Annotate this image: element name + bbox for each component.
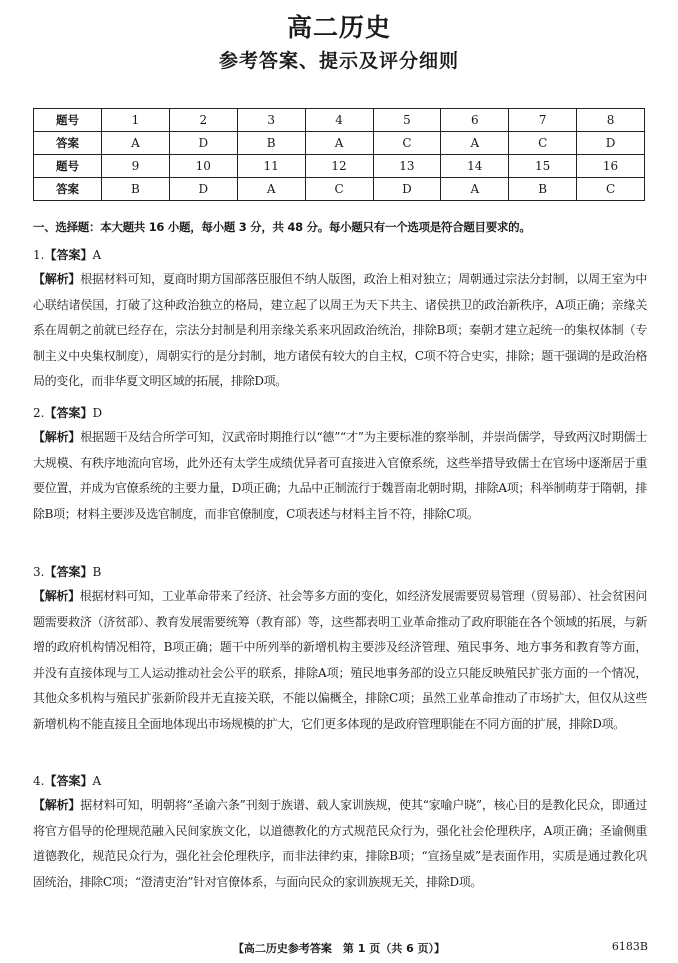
question-2-analysis xyxy=(33,425,647,527)
question-number-cell: 6 xyxy=(441,109,509,132)
footer-code: 6183B xyxy=(611,940,648,953)
answer-cell: C xyxy=(509,132,577,155)
section-heading: 一、选择题：本大题共 16 小题，每小题 3 分，共 48 分。每小题只有一个选项是符合题目要求的。 xyxy=(33,220,531,234)
row-header: 题号 xyxy=(34,155,102,178)
question-number-cell: 12 xyxy=(305,155,373,178)
analysis-text: 根据题干及结合所学可知，汉武帝时期推行以“德”“才”为主要标准的察举制，并崇尚儒学，导致两汉时期儒士大规模、有秩序地流向官场，此外还有太学生成绩优异者可直接进入官僚系统，这些举措导致儒士在官场中逐渐居于重要位置，并成为官僚系统的主要力量，D项正确；九品中正制流行于魏晋南北朝时期，排除A项；科举制萌芽于隋朝，排除B项；材料主要涉及选官制度，而非官僚制度，C项表述与材料主旨不符，排除C项。 xyxy=(33,430,647,521)
answer-cell: A xyxy=(305,132,373,155)
question-number: 3. xyxy=(33,565,45,579)
analysis-tag: 【解析】 xyxy=(33,272,81,286)
question-number: 4. xyxy=(33,774,45,788)
question-number-cell: 1 xyxy=(102,109,170,132)
answer-cell: C xyxy=(373,132,441,155)
answer-cell: A xyxy=(441,178,509,201)
answer-cell: A xyxy=(102,132,170,155)
question-number-cell: 16 xyxy=(577,155,645,178)
row-header: 题号 xyxy=(34,109,102,132)
question-number-cell: 14 xyxy=(441,155,509,178)
question-number-cell: 7 xyxy=(509,109,577,132)
answer-table xyxy=(33,108,645,201)
question-number-cell: 2 xyxy=(169,109,237,132)
answer-cell: B xyxy=(509,178,577,201)
answer-value: B xyxy=(92,565,102,579)
footer-page-info: 【高二历史参考答案 第 1 页（共 6 页）】 xyxy=(232,942,446,955)
answer-value: A xyxy=(92,774,102,788)
row-header: 答案 xyxy=(34,178,102,201)
answer-tag: 【答案】 xyxy=(44,774,93,788)
question-2-answer-line xyxy=(33,404,102,421)
question-4-analysis xyxy=(33,793,647,895)
row-header: 答案 xyxy=(34,132,102,155)
question-number-cell: 11 xyxy=(237,155,305,178)
answer-cell: A xyxy=(441,132,509,155)
question-3-answer-line xyxy=(33,563,101,580)
question-number-cell: 13 xyxy=(373,155,441,178)
analysis-text: 根据材料可知，工业革命带来了经济、社会等多方面的变化，如经济发展需要贸易管理（贸易部）、社会贫困问题需要救济（济贫部）、教育发展需要统筹（教育部）等，这些都表明工业革命推动了政府职能在各个领域的拓展，与新增的政府机构情况相符，B项正确；题干中所列举的新增机构主要涉及经济管理、殖民事务、地方事务和教育等方面，并没有直接体现与工人运动推动社会公平的联系，排除A项；殖民地事务部的设立只能反映殖民扩张方面的一个情况，其他众多机构与殖民扩张新阶段并无直接关联，不能以偏概全，排除C项；虽然工业革命推动了市场扩大，但仅从这些新增机构不能直接且全面地体现出市场规模的扩大，它们更多体现的是政府管理职能在不同方面的扩展，排除D项。 xyxy=(33,589,647,731)
answer-tag: 【答案】 xyxy=(44,406,93,420)
answer-cell: D xyxy=(373,178,441,201)
analysis-tag: 【解析】 xyxy=(33,589,80,603)
answer-cell: B xyxy=(102,178,170,201)
question-3-analysis xyxy=(33,584,647,738)
answer-tag: 【答案】 xyxy=(44,248,93,262)
question-number: 1. xyxy=(33,248,45,262)
question-number-cell: 15 xyxy=(509,155,577,178)
answer-value: D xyxy=(92,406,103,420)
question-4-answer-line xyxy=(33,772,101,789)
answer-cell: C xyxy=(305,178,373,201)
question-number-cell: 5 xyxy=(373,109,441,132)
answer-row xyxy=(34,132,645,155)
answer-tag: 【答案】 xyxy=(44,565,93,579)
analysis-text: 据材料可知，明朝将“圣谕六条”刊刻于族谱、载人家训族规，使其“家喻户晓”，核心目的是教化民众，即通过将官方倡导的伦理规范融入民间家族文化，以道德教化的方式规范民众行为，强化社会伦理秩序，A项正确；圣谕侧重道德教化，规范民众行为，强化社会伦理秩序，而非法律约束，排除B项；“宣扬皇威”是表面作用，实质是通过教化巩固统治，排除C项；“澄清吏治”针对官僚体系，与面向民众的家训族规无关，排除D项。 xyxy=(33,798,647,889)
question-number: 2. xyxy=(33,406,45,420)
answer-cell: C xyxy=(577,178,645,201)
page-subtitle: 参考答案、提示及评分细则 xyxy=(218,50,459,72)
question-row xyxy=(34,109,645,132)
analysis-tag: 【解析】 xyxy=(33,430,81,444)
answer-cell: D xyxy=(577,132,645,155)
answer-cell: D xyxy=(169,132,237,155)
answer-cell: A xyxy=(237,178,305,201)
analysis-text: 根据材料可知，夏商时期方国部落臣服但不纳人版图，政治上相对独立；周朝通过宗法分封制，以周王室为中心联结诸侯国，打破了这种政治独立的格局，建立起了以周王为天下共主、诸侯拱卫的政治新秩序，A项正确；亲缘关系在周朝之前就已经存在，宗法分封制是利用亲缘关系来巩固政治统治，排除B项；秦朝才建立起统一的集权体制（专制主义中央集权制度），周朝实行的是分封制，地方诸侯有较大的自主权，C项不符合史实，排除；题干强调的是政治格局的变化，而非华夏文明区域的拓展，排除D项。 xyxy=(33,272,647,389)
question-row xyxy=(34,155,645,178)
question-number-cell: 4 xyxy=(305,109,373,132)
question-1-analysis xyxy=(33,267,647,395)
answer-cell: D xyxy=(169,178,237,201)
question-number-cell: 8 xyxy=(577,109,645,132)
answer-value: A xyxy=(92,248,102,262)
page-title: 高二历史 xyxy=(286,13,391,42)
question-number-cell: 10 xyxy=(169,155,237,178)
question-1-answer-line xyxy=(33,246,101,263)
answer-row xyxy=(34,178,645,201)
question-number-cell: 9 xyxy=(102,155,170,178)
answer-cell: B xyxy=(237,132,305,155)
analysis-tag: 【解析】 xyxy=(33,798,81,812)
question-number-cell: 3 xyxy=(237,109,305,132)
